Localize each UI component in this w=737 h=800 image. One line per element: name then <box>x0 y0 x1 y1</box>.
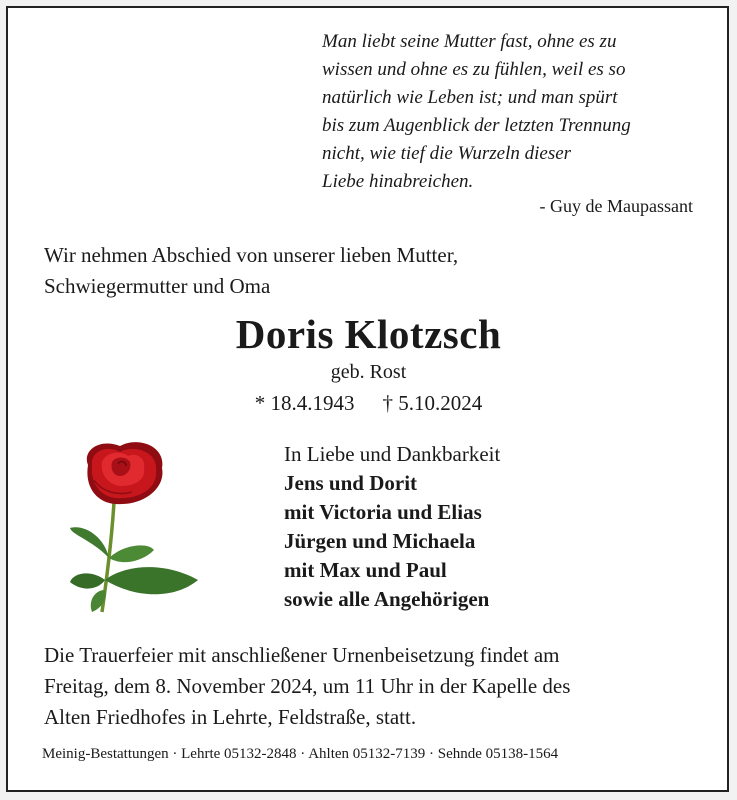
quote-author: - Guy de Maupassant <box>539 196 693 216</box>
funeral-home-contact: Meinig-Bestattungen · Lehrte 05132-2848 · Ahlten 05132-7139 · Sehnde 05138-1564 <box>42 746 559 762</box>
birth-date: * 18.4.1943 <box>254 391 355 415</box>
quote-block <box>322 28 702 196</box>
mourner-name: mit Victoria und Elias <box>284 500 482 524</box>
mourner-name: Jürgen und Michaela <box>284 529 476 553</box>
life-dates <box>0 388 737 418</box>
mourner-name: sowie alle Angehörigen <box>284 587 490 611</box>
mourner-name: Jens und Dorit <box>284 471 418 495</box>
quote-line: wissen und ohne es zu fühlen, weil es so <box>322 59 626 80</box>
maiden-name: geb. Rost <box>330 361 407 383</box>
funeral-line: Die Trauerfeier mit anschließener Urnenbeisetzung findet am <box>44 643 560 667</box>
quote-line: bis zum Augenblick der letzten Trennung <box>322 115 631 136</box>
mourner-name: mit Max und Paul <box>284 558 447 582</box>
funeral-line: Freitag, dem 8. November 2024, um 11 Uhr in der Kapelle des <box>44 674 571 698</box>
death-date: † 5.10.2024 <box>382 391 483 415</box>
red-rose-icon <box>62 440 207 620</box>
deceased-name: Doris Klotzsch <box>235 311 502 357</box>
mourners-block <box>284 440 500 614</box>
intro-line: Wir nehmen Abschied von unserer lieben Mutter, <box>44 243 459 267</box>
quote-line: Man liebt seine Mutter fast, ohne es zu <box>322 31 617 52</box>
quote-line: nicht, wie tief die Wurzeln dieser <box>322 143 572 164</box>
quote-line: Liebe hinabreichen. <box>322 171 474 192</box>
mourners-intro: In Liebe und Dankbarkeit <box>284 442 501 466</box>
intro-line: Schwiegermutter und Oma <box>44 274 271 298</box>
quote-line: natürlich wie Leben ist; und man spürt <box>322 87 618 108</box>
funeral-line: Alten Friedhofes in Lehrte, Feldstraße, statt. <box>44 705 417 729</box>
funeral-details <box>44 640 570 733</box>
farewell-intro <box>44 240 458 302</box>
